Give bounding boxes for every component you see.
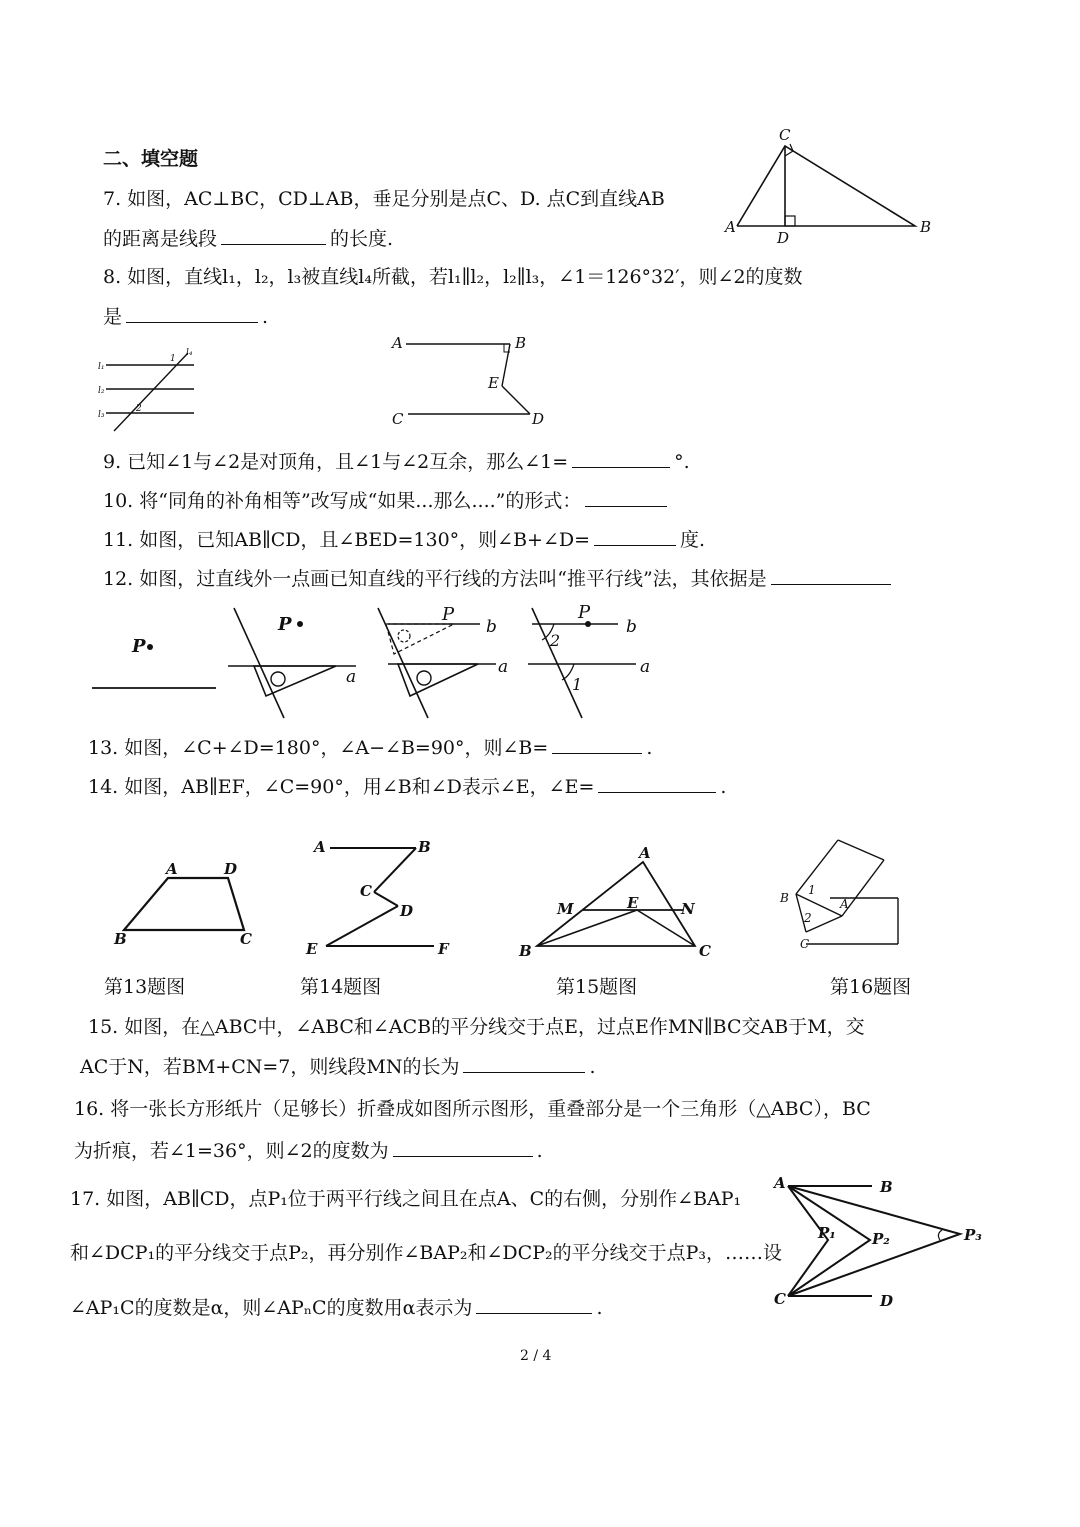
answer-blank-12[interactable] [771, 583, 891, 585]
answer-blank-8[interactable] [126, 321, 258, 323]
caption-q15: 第15题图 [556, 976, 638, 998]
label-b: B [880, 1178, 893, 1196]
label-d: D [880, 1292, 894, 1310]
question-16-line1: 16. 将一张长方形纸片（足够长）折叠成如图所示图形，重叠部分是一个三角形（△ABC），BC [74, 1098, 871, 1120]
question-17-line3: ∠AP₁C的度数是α，则∠APₙC的度数用α表示为 . [70, 1297, 603, 1319]
label-a: A [314, 838, 326, 856]
figure-q13 [110, 856, 270, 956]
question-11: 11. 如图，已知AB∥CD，且∠BED=130°，则∠B+∠D= 度. [103, 529, 706, 551]
label-c: C [800, 937, 810, 951]
label-a2: a [346, 667, 357, 687]
question-17-line1: 17. 如图，AB∥CD，点P₁位于两平行线之间且在点A、C的右侧，分别作∠BAP₁ [70, 1188, 742, 1210]
label-c: C [774, 1290, 786, 1308]
question-8-line2: 是 . [103, 306, 269, 328]
label-d: D [777, 229, 790, 247]
label-d: D [400, 902, 414, 920]
label-a4: a [640, 657, 651, 677]
label-p2: P [278, 614, 292, 635]
label-b4: b [626, 617, 637, 637]
label-a: A [840, 897, 849, 911]
label-b3: b [486, 617, 497, 637]
label-c: C [392, 410, 404, 428]
question-15-line1: 15. 如图，在△ABC中，∠ABC和∠ACB的平分线交于点E，过点E作MN∥BC交AB于M，交 [88, 1016, 865, 1038]
question-10: 10. 将“同角的补角相等”改写成“如果...那么....”的形式： [103, 490, 671, 513]
label-p4: P [578, 602, 591, 623]
question-7-line2: 的距离是线段 的长度. [103, 228, 394, 250]
answer-blank-11[interactable] [594, 544, 676, 546]
label-b: B [780, 891, 789, 905]
figure-q15 [515, 844, 720, 966]
answer-blank-17[interactable] [476, 1312, 592, 1314]
question-16-line2: 为折痕，若∠1=36°，则∠2的度数为 . [74, 1140, 543, 1162]
label-p3: P [442, 604, 455, 625]
label-f: F [438, 940, 449, 958]
label-e: E [488, 374, 499, 392]
question-13: 13. 如图，∠C+∠D=180°，∠A−∠B=90°，则∠B= . [88, 737, 653, 759]
label-p3: P₃ [964, 1226, 982, 1244]
label-a: A [774, 1174, 786, 1192]
caption-q14: 第14题图 [300, 976, 382, 998]
question-8-line1: 8. 如图，直线l₁，l₂，l₃被直线l₄所截，若l₁∥l₂，l₂∥l₃，∠1＝126°32′，则∠2的度数 [103, 266, 803, 288]
label-l3: l₃ [98, 410, 105, 420]
section-title: 二、填空题 [103, 148, 199, 170]
label-b: B [418, 838, 431, 856]
label-c: C [779, 126, 791, 144]
label-angle2-q12: 2 [550, 631, 561, 650]
label-a: A [639, 844, 651, 862]
answer-blank-10[interactable] [585, 505, 667, 507]
label-d: D [532, 410, 545, 428]
label-a3: a [498, 657, 509, 677]
question-12: 12. 如图，过直线外一点画已知直线的平行线的方法叫“推平行线”法，其依据是 [103, 568, 895, 591]
label-m: M [557, 900, 574, 918]
label-c: C [699, 942, 711, 960]
question-17-line2: 和∠DCP₁的平分线交于点P₂，再分别作∠BAP₂和∠DCP₂的平分线交于点P₃，……设 [70, 1242, 782, 1264]
label-a: A [725, 218, 736, 236]
label-b: B [515, 334, 527, 352]
label-b: B [519, 942, 532, 960]
label-p1: P [132, 636, 146, 657]
label-n: N [681, 900, 695, 918]
question-7-line1: 7. 如图，AC⊥BC，CD⊥AB，垂足分别是点C、D. 点C到直线AB [103, 188, 665, 210]
answer-blank-7[interactable] [221, 243, 326, 245]
label-l4: l₄ [186, 348, 193, 358]
figure-q14 [300, 834, 470, 962]
label-angle2: 2 [136, 404, 142, 414]
label-l2: l₂ [98, 386, 105, 396]
answer-blank-16[interactable] [393, 1155, 533, 1157]
figure-q12 [88, 600, 668, 730]
figure-q16 [778, 836, 918, 956]
answer-blank-13[interactable] [552, 752, 642, 754]
label-c: C [240, 930, 252, 948]
question-15-line2: AC于N，若BM+CN=7，则线段MN的长为 . [80, 1056, 596, 1078]
label-p1: P₁ [818, 1224, 836, 1242]
caption-q13: 第13题图 [104, 976, 186, 998]
label-angle1-q12: 1 [572, 675, 583, 694]
label-angle1: 1 [808, 883, 816, 897]
answer-blank-9[interactable] [572, 466, 670, 468]
label-c: C [360, 882, 372, 900]
figure-q11 [388, 332, 558, 432]
label-angle2: 2 [804, 911, 812, 925]
label-angle1: 1 [170, 354, 176, 364]
label-a: A [166, 860, 178, 878]
question-14: 14. 如图，AB∥EF，∠C=90°，用∠B和∠D表示∠E，∠E= . [88, 776, 727, 798]
label-d: D [224, 860, 238, 878]
page-number: 2 / 4 [520, 1348, 552, 1364]
label-e: E [306, 940, 318, 958]
figure-q17 [772, 1170, 1002, 1320]
label-b: B [114, 930, 127, 948]
figure-q7 [725, 128, 940, 248]
label-a: A [392, 334, 403, 352]
label-p2: P₂ [872, 1230, 890, 1248]
label-b: B [920, 218, 932, 236]
question-9: 9. 已知∠1与∠2是对顶角，且∠1与∠2互余，那么∠1= °. [103, 451, 690, 473]
caption-q16: 第16题图 [830, 976, 912, 998]
answer-blank-14[interactable] [598, 791, 716, 793]
label-l1: l₁ [98, 362, 105, 372]
figure-q8 [92, 345, 212, 435]
label-e: E [627, 894, 639, 912]
answer-blank-15[interactable] [463, 1071, 585, 1073]
